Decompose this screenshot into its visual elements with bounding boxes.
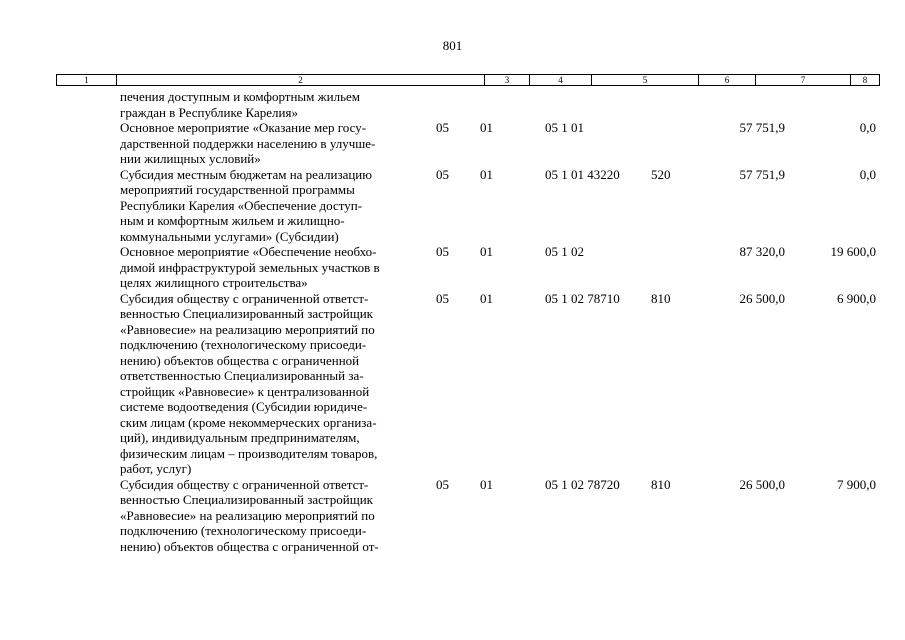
section-code: 05 xyxy=(436,290,449,306)
description-line: ций), индивидуальным предпринимателям, xyxy=(120,430,360,445)
description-line: Основное мероприятие «Обеспечение необхо- xyxy=(120,244,377,259)
description-line: печения доступным и комфортным жильем xyxy=(120,89,360,104)
expense-type-code: 810 xyxy=(651,476,671,492)
description-line: Субсидия обществу с ограниченной ответст- xyxy=(120,290,369,306)
description-line: венностью Специализированный застройщик xyxy=(120,492,373,507)
expense-type-code: 520 xyxy=(651,166,671,182)
description-line: мероприятий государственной программы xyxy=(120,182,355,197)
amount-year-2: 6 900,0 xyxy=(837,290,876,306)
description-line: димой инфраструктурой земельных участков в xyxy=(120,259,380,275)
description-line: стройщик «Равновесие» к централизованной xyxy=(120,383,370,399)
page-number: 801 xyxy=(442,38,463,53)
target-article-code: 05 1 02 xyxy=(545,244,584,259)
section-code: 05 xyxy=(436,244,449,259)
section-code: 05 xyxy=(436,476,449,492)
header-col-2: 2 xyxy=(117,75,485,85)
row-description xyxy=(120,291,426,477)
header-col-1: 1 xyxy=(57,75,117,85)
amount-year-2: 0,0 xyxy=(859,120,876,135)
subsection-code: 01 xyxy=(480,166,493,182)
row-description xyxy=(120,477,426,555)
row-description xyxy=(120,120,426,167)
section-code: 05 xyxy=(436,120,449,135)
description-line: подключению (технологическому присоеди- xyxy=(120,523,367,538)
description-line: ответственностью Специализированный за- xyxy=(120,368,364,383)
header-col-8: 8 xyxy=(862,75,868,85)
description-line: подключению (технологическому присоеди- xyxy=(120,337,367,352)
description-line: граждан в Республике Карелия» xyxy=(120,104,298,120)
header-col-7: 7 xyxy=(756,75,851,85)
amount-year-1: 57 751,9 xyxy=(739,120,785,135)
header-col-5: 5 xyxy=(592,75,699,85)
row-description xyxy=(120,167,426,245)
amount-year-1: 87 320,0 xyxy=(739,244,785,259)
description-line: «Равновесие» на реализацию мероприятий по xyxy=(120,507,375,523)
amount-year-2: 19 600,0 xyxy=(830,244,876,259)
subsection-code: 01 xyxy=(480,476,493,492)
description-line: Республики Карелия «Обеспечение доступ- xyxy=(120,197,363,213)
expense-type-code: 810 xyxy=(651,290,671,306)
description-line: Субсидия обществу с ограниченной ответст- xyxy=(120,476,369,492)
description-line: коммунальными услугами» (Субсидии) xyxy=(120,228,339,244)
row-description xyxy=(120,89,426,120)
subsection-code: 01 xyxy=(480,290,493,306)
table-header-row xyxy=(56,74,880,86)
header-col-4: 4 xyxy=(530,75,592,85)
description-line: целях жилищного строительства» xyxy=(120,275,308,290)
amount-year-1: 57 751,9 xyxy=(739,166,785,182)
amount-year-1: 26 500,0 xyxy=(739,476,785,492)
description-line: Основное мероприятие «Оказание мер госу- xyxy=(120,120,367,135)
description-line: нии жилищных условий» xyxy=(120,151,261,166)
amount-year-2: 7 900,0 xyxy=(837,476,876,492)
description-line: нению) объектов общества с ограниченной от- xyxy=(120,538,379,554)
header-col-6: 6 xyxy=(699,75,756,85)
description-line: дарственной поддержки населению в улучше- xyxy=(120,135,376,151)
description-line: «Равновесие» на реализацию мероприятий по xyxy=(120,321,375,337)
target-article-code: 05 1 01 43220 xyxy=(545,166,620,182)
description-line: ным и комфортным жильем и жилищно- xyxy=(120,213,345,228)
amount-year-1: 26 500,0 xyxy=(739,290,785,306)
section-code: 05 xyxy=(436,166,449,182)
description-line: Субсидия местным бюджетам на реализацию xyxy=(120,166,372,182)
description-line: ским лицам (кроме некоммерческих организа- xyxy=(120,414,377,430)
amount-year-2: 0,0 xyxy=(859,166,876,182)
description-line: венностью Специализированный застройщик xyxy=(120,306,373,321)
target-article-code: 05 1 02 78720 xyxy=(545,476,620,492)
description-line: системе водоотведения (Субсидии юридиче- xyxy=(120,399,368,414)
description-line: нению) объектов общества с ограниченной xyxy=(120,352,360,368)
header-col-3: 3 xyxy=(485,75,530,85)
target-article-code: 05 1 01 xyxy=(545,120,584,135)
description-line: физическим лицам – производителям товаров, xyxy=(120,445,378,461)
subsection-code: 01 xyxy=(480,120,493,135)
description-line: работ, услуг) xyxy=(120,461,192,476)
target-article-code: 05 1 02 78710 xyxy=(545,290,620,306)
row-description xyxy=(120,244,426,291)
subsection-code: 01 xyxy=(480,244,493,259)
